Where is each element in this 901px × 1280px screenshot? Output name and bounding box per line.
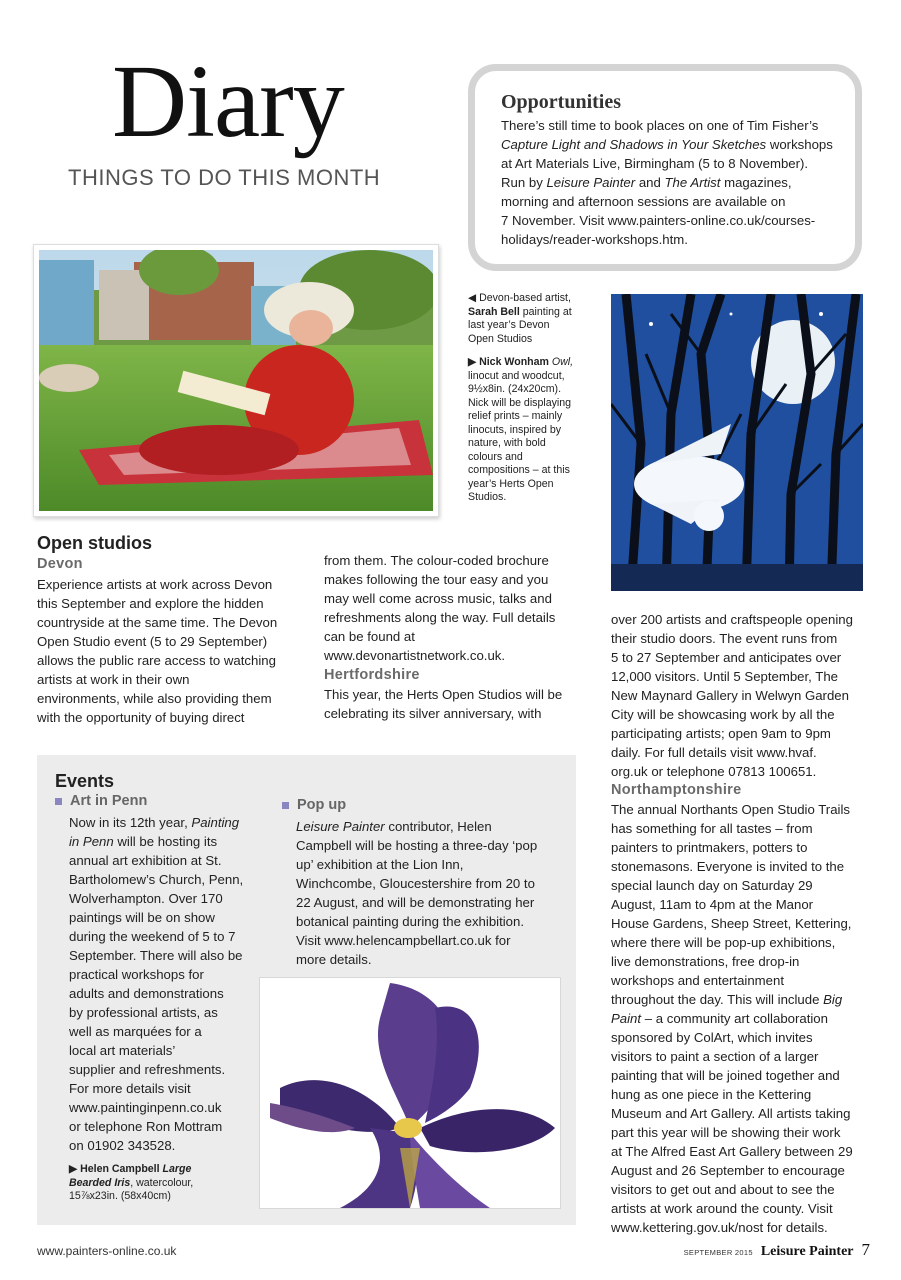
caption-artist-name: Sarah Bell [468,305,520,318]
body-line: more details. [296,952,372,967]
caption-artwork-title: Bearded Iris [69,1176,131,1189]
artist-painting-photo [33,244,439,517]
caption-text: nature, with bold [468,437,546,449]
body-text: contributor, Helen [384,819,492,834]
caption-text: last year’s Devon [468,319,550,331]
event-title: Painting [191,815,240,830]
body-line: artists at work in their own [37,672,190,687]
body-line: botanical painting during the exhibition. [296,914,525,929]
body-line: participating artists; open 9am to 9pm [611,726,831,741]
body-line: up’ exhibition at the Lion Inn, [296,857,464,872]
body-line: Campbell will be hosting a three-day ‘pop [296,838,538,853]
caption-text: year’s Herts Open [468,477,554,490]
caption-text: Studios. [468,491,507,503]
body-line: may well come across music, talks and [324,591,552,606]
body-line: countryside at the same time. The Devon [37,615,278,630]
body-line: where there will be pop-up exhibitions, [611,935,836,950]
body-line: visitors to get out and about to see the [611,1182,835,1197]
page-subtitle: THINGS TO DO THIS MONTH [68,165,381,190]
page-number: 7 [861,1240,870,1259]
caption-artwork-title: Large [162,1163,192,1175]
iris-watercolour-artwork [260,978,560,1208]
body-line: practical workshops for [69,967,204,982]
photo-captions [468,292,590,515]
pop-up-text [296,817,566,969]
body-line: celebrating its silver anniversary, with [324,706,542,721]
body-line: supplier and refreshments. [69,1062,226,1077]
opp-workshop-title: Capture Light and Shadows in Your Sketches [501,137,767,152]
body-line: painters to printmakers, potters to [611,840,808,855]
opp-link-line: 7 November. Visit www.painters-online.co.uk/courses- [501,213,816,228]
body-line: artists at work around the county. Visit [611,1201,833,1216]
body-line: well as marquées for a [69,1024,202,1039]
herts-northants-column [611,610,876,1237]
body-line: Bartholomew’s Church, Penn, [69,872,244,887]
open-studios-heading: Open studios [37,533,153,553]
body-line: workshops and entertainment [611,973,785,988]
body-line: hung as one piece in the Kettering [611,1087,812,1102]
body-line: Visit www.helencampbellart.co.uk for [296,933,511,948]
caption-artwork-title: Owl, [551,356,574,368]
caption-text: 9½x8in. (24x20cm). [468,383,562,395]
event-title: in Penn [69,834,114,849]
pop-up-heading [282,797,346,813]
caption-artist-name: ▶ Nick Wonham [468,356,552,368]
body-line [69,832,259,851]
body-line: allows the public rare access to watching [37,653,276,668]
footer-date: SEPTEMBER 2015 [683,1248,753,1257]
body-line: Wolverhampton. Over 170 [69,891,223,906]
body-line: at The Alfred East Art Gallery between 29 [611,1144,853,1159]
body-text: will be hosting its [113,834,218,849]
body-line: on 01902 343528. [69,1138,176,1153]
body-line: www.devonartistnetwork.co.uk. [324,648,506,663]
caption-text: colours and [468,450,523,463]
body-line: City will be showcasing work by all the [611,707,835,722]
body-line: refreshments along the way. Full details [324,610,556,625]
caption-nick-wonham [468,356,590,505]
magazine-name: Leisure Painter [296,819,385,834]
footer-url: www.painters-online.co.uk [37,1244,177,1258]
opportunities-text [501,116,837,249]
iris-caption [69,1163,254,1204]
page-title: Diary [112,44,344,159]
big-paint-title: Paint [611,1011,642,1026]
body-text: Now in its 12th year, [69,815,192,830]
devon-heading: Devon [37,556,83,572]
body-line [611,990,876,1009]
footer-brand: Leisure Painter [760,1244,854,1259]
body-line: This year, the Herts Open Studios will be [324,687,563,702]
body-line: has something for all tastes – from [611,821,813,836]
body-line: 22 August, and will be demonstrating her [296,895,535,910]
body-line: environments, while also providing them [37,691,272,706]
body-line: annual art exhibition at St. [69,853,222,868]
opportunities-heading: Opportunities [501,91,622,113]
body-line: their studio doors. The event runs from [611,631,838,646]
body-line: during the weekend of 5 to 7 [69,929,236,944]
big-paint-title: Big [823,992,843,1007]
garden-scene-image [39,250,433,511]
caption-text: linocuts, inspired by [468,423,562,436]
body-line: August and 26 September to encourage [611,1163,845,1178]
body-line: The annual Northants Open Studio Trails [611,802,850,817]
opp-line: magazines, [720,175,792,190]
caption-text: painting at [519,305,572,318]
body-line: August, 11am to 4pm at the Manor [611,897,814,912]
caption-text: compositions – at this [468,464,570,476]
northamptonshire-heading: Northamptonshire [611,782,742,798]
pop-up-label: Pop up [297,797,347,813]
caption-text: linocut and woodcut, [468,369,565,382]
caption-text: Nick will be displaying [468,396,572,409]
body-line: live demonstrations, free drop-in [611,954,800,969]
opp-line: at Art Materials Live, Birmingham (5 to 8 November). [501,156,809,171]
caption-text: ◀ Devon-based artist, [468,292,571,304]
body-line: Open Studio event (5 to 29 September) [37,634,268,649]
body-line: by professional artists, as [69,1005,218,1020]
art-in-penn-heading [55,793,147,809]
owl-linocut-image [611,294,863,591]
body-line: can be found at [324,629,415,644]
body-line: makes following the tour easy and you [324,572,549,587]
caption-text: 15⅞x23in. (58x40cm) [69,1190,171,1202]
art-in-penn-label: Art in Penn [70,793,148,809]
body-line: visitors to paint a section of a larger [611,1049,819,1064]
art-in-penn-text [69,813,259,1155]
caption-text: Open Studios [468,332,533,345]
body-line [69,813,259,832]
caption-sarah-bell [468,292,590,346]
body-line: stonemasons. Everyone is invited to the [611,859,845,874]
body-line: painting that will be joined together and [611,1068,840,1083]
caption-text: relief prints – mainly [468,410,563,422]
body-line: www.kettering.gov.uk/nost for details. [611,1220,828,1235]
body-line: New Maynard Gallery in Welwyn Garden [611,688,849,703]
opp-line: and [635,175,665,190]
body-text: – a community art collaboration [641,1011,828,1026]
body-line: this September and explore the hidden [37,596,264,611]
devon-column-2 [324,551,586,723]
owl-print-artwork [611,294,863,591]
body-line: org.uk or telephone 07813 100651. [611,764,817,779]
body-line: or telephone Ron Mottram [69,1119,223,1134]
body-line: sponsored by ColArt, which invites [611,1030,813,1045]
body-line: paintings will be on show [69,910,215,925]
body-line: over 200 artists and craftspeople opening [611,612,853,627]
bullet-icon [55,798,62,805]
bullet-icon [282,802,289,809]
body-line: www.paintinginpenn.co.uk [69,1100,222,1115]
caption-artist-name: ▶ Helen Campbell [69,1163,163,1175]
opp-line: There’s still time to book places on one of Tim Fisher’s [501,118,819,133]
body-line: Experience artists at work across Devon [37,577,273,592]
body-line: 5 to 27 September and anticipates over [611,650,842,665]
bearded-iris-image [259,977,561,1209]
body-line: daily. For full details visit www.hvaf. [611,745,817,760]
opp-line: workshops [766,137,833,152]
body-line: adults and demonstrations [69,986,224,1001]
body-line: from them. The colour-coded brochure [324,553,549,568]
hertfordshire-heading: Hertfordshire [324,667,420,683]
body-line: September. There will also be [69,948,243,963]
devon-column-1 [37,575,307,727]
body-line: part this year will be showing their work [611,1125,841,1140]
body-line: special launch day on Saturday 29 [611,878,813,893]
body-line [296,817,566,836]
body-line: local art materials’ [69,1043,176,1058]
body-line: with the opportunity of buying direct [37,710,245,725]
opportunities-box [468,64,862,271]
body-line: 12,000 visitors. Until 5 September, The [611,669,838,684]
body-line: Winchcombe, Gloucestershire from 20 to [296,876,535,891]
body-line: House Gardens, Sheep Street, Kettering, [611,916,852,931]
opp-link-line: holidays/reader-workshops.htm. [501,232,688,247]
body-line: For more details visit [69,1081,191,1096]
body-line [611,1009,876,1028]
body-text: throughout the day. This will include [611,992,824,1007]
opp-mag-name: The Artist [664,175,721,190]
opp-line: morning and afternoon sessions are available on [501,194,786,209]
body-line: Museum and Art Gallery. All artists taking [611,1106,851,1121]
footer-right [680,1240,870,1260]
opp-mag-name: Leisure Painter [546,175,636,190]
opp-line: Run by [501,175,547,190]
events-heading: Events [55,771,115,791]
caption-text: , watercolour, [130,1176,194,1189]
